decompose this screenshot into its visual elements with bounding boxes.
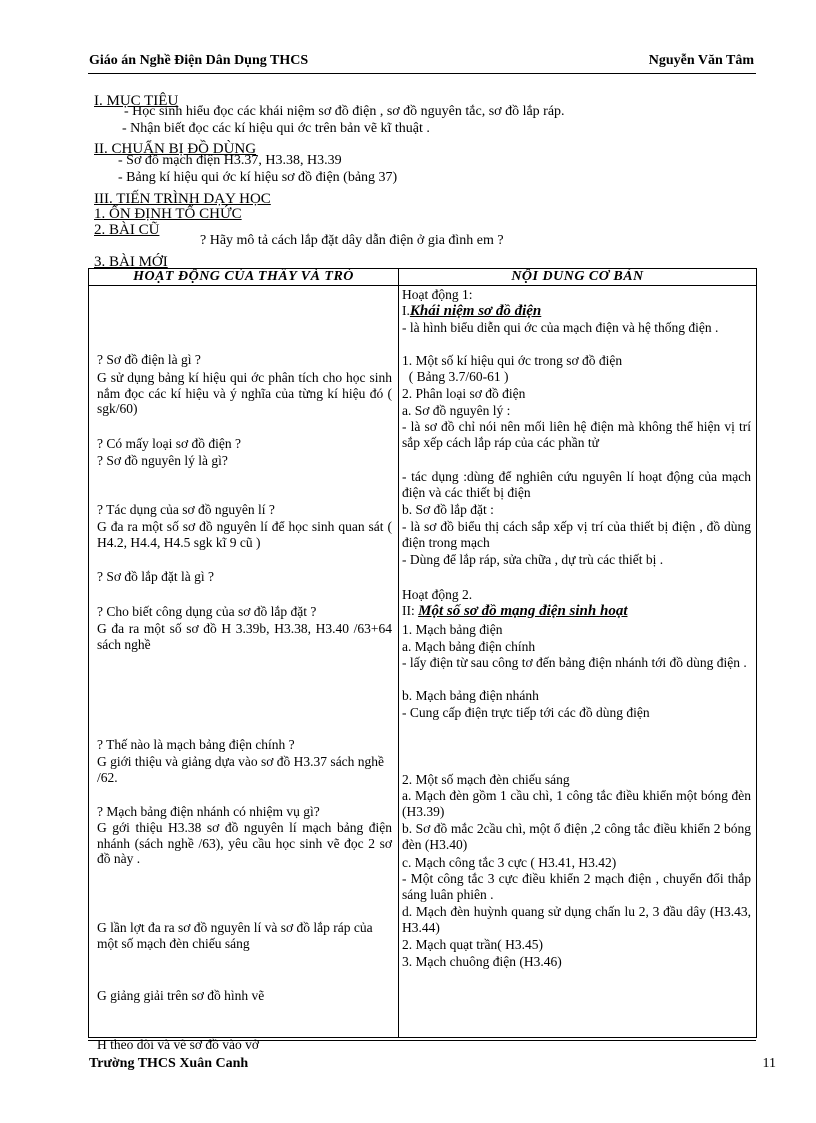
section-heading-2 bbox=[402, 603, 751, 620]
activity-text: G gới thiệu H3.38 sơ đồ nguyên lí mạch bảng điện nhánh (sách nghề /63), yêu cầu học sinh vẽ đọc 2 sơ đồ này . bbox=[97, 820, 392, 867]
header-rule bbox=[88, 73, 756, 74]
roman-two: II: bbox=[402, 603, 415, 618]
activity-text: ? Thế nào là mạch bảng điện chính ? bbox=[97, 737, 295, 752]
concept-title: Một số sơ đồ mạng điện sinh hoạt bbox=[418, 603, 628, 619]
content-text: 1. Mạch bảng điện bbox=[402, 622, 503, 637]
content-text: 3. Mạch chuông điện (H3.46) bbox=[402, 954, 562, 969]
content-text: b. Sơ đồ lắp đặt : bbox=[402, 502, 494, 517]
content-text: - tác dụng :dùng để nghiên cứu nguyên lí hoạt động của mạch điện và các thiết bị điện bbox=[402, 469, 751, 500]
content-text: - lấy điện từ sau công tơ đến bảng điện nhánh tới đồ dùng điện . bbox=[402, 655, 747, 670]
content-text: 2. Phân loại sơ đồ điện bbox=[402, 386, 526, 401]
content-text: a. Mạch đèn gồm 1 cầu chì, 1 công tắc điều khiển một bóng đèn (H3.39) bbox=[402, 788, 751, 819]
activity-text: G sử dụng bảng kí hiệu qui ớc phân tích cho học sinh nắm đọc các kí hiệu và ý nghĩa của từng kí hiệu đó ( sgk/60) bbox=[97, 370, 392, 417]
content-text: - là hình biểu diễn qui ớc của mạch điện và hệ thống điện . bbox=[402, 320, 719, 335]
footer-school: Trường THCS Xuân Canh bbox=[89, 1056, 249, 1071]
section-on-dinh: 1. ỔN ĐỊNH TỔ CHỨC bbox=[94, 206, 242, 222]
content-text: b. Sơ đồ mắc 2cầu chì, một ổ điện ,2 công tắc điều khiển 2 bóng đèn (H3.40) bbox=[402, 821, 751, 852]
content-text: 1. Một số kí hiệu qui ớc trong sơ đồ điện bbox=[402, 353, 623, 368]
section-tien-trinh: III. TIẾN TRÌNH DẠY HỌC bbox=[94, 191, 271, 207]
header-title: Giáo án Nghề Điện Dân Dụng THCS bbox=[89, 53, 309, 68]
content-cell bbox=[399, 286, 757, 1038]
activity-text: ? Mạch bảng điện nhánh có nhiệm vụ gì? bbox=[97, 804, 320, 819]
activity-heading: Hoạt động 1: bbox=[402, 287, 473, 302]
activity-text: G đa ra một số sơ đồ H 3.39b, H3.38, H3.40 /63+64 sách nghề bbox=[97, 621, 392, 652]
roman-one: I. bbox=[402, 303, 410, 318]
content-text: a. Sơ đồ nguyên lý : bbox=[402, 403, 511, 418]
activity-text: ? Sơ đồ lắp đặt là gì ? bbox=[97, 569, 214, 584]
section-muc-tieu: I. MỤC TIÊU bbox=[94, 93, 179, 109]
content-text: b. Mạch bảng điện nhánh bbox=[402, 688, 539, 703]
content-text: - Cung cấp điện trực tiếp tới các đồ dùng điện bbox=[402, 705, 650, 720]
page-number: 11 bbox=[762, 1056, 776, 1071]
activity-text: G giảng giải trên sơ đồ hình vẽ bbox=[97, 988, 265, 1003]
activity-text: ? Tác dụng của sơ đồ nguyên lí ? bbox=[97, 502, 275, 517]
section-bai-moi: 3. BÀI MỚI bbox=[94, 254, 168, 270]
activity-text: ? Có mấy loại sơ đồ điện ? bbox=[97, 436, 241, 451]
chuan-bi-item: - Bảng kí hiệu qui ớc kí hiệu sơ đồ điện (bảng 37) bbox=[118, 170, 398, 185]
content-text: - Một công tắc 3 cực điều khiển 2 mạch điện , chuyển đổi thắp sáng luân phiên . bbox=[402, 871, 751, 902]
bai-cu-question: ? Hãy mô tả cách lắp đặt dây dẫn điện ở gia đình em ? bbox=[200, 233, 504, 248]
header-author: Nguyễn Văn Tâm bbox=[648, 53, 754, 68]
chuan-bi-item: - Sơ đồ mạch điện H3.37, H3.38, H3.39 bbox=[118, 153, 342, 168]
concept-title: Khái niệm sơ đồ điện bbox=[409, 303, 542, 319]
column-header-activities: HOẠT ĐỘNG CỦA THẦY VÀ TRÒ bbox=[89, 269, 399, 286]
activity-text: ? Sơ đồ nguyên lý là gì? bbox=[97, 453, 228, 468]
muc-tieu-item: - Học sinh hiểu đọc các khái niệm sơ đồ điện , sơ đồ nguyên tắc, sơ đồ lắp ráp. bbox=[124, 104, 565, 119]
activity-text: ? Cho biết công dụng của sơ đồ lắp đặt ? bbox=[97, 604, 317, 619]
activities-cell bbox=[89, 286, 399, 1052]
content-text: c. Mạch công tắc 3 cực ( H3.41, H3.42) bbox=[402, 855, 617, 870]
content-text: - là sơ đồ biểu thị cách sắp xếp vị trí của thiết bị điện , đồ dùng điện trong mạch bbox=[402, 519, 751, 550]
activity-heading: Hoạt động 2. bbox=[402, 587, 473, 602]
content-text: - Dùng để lắp ráp, sửa chữa , dự trù các thiết bị . bbox=[402, 552, 664, 567]
content-text: d. Mạch đèn huỳnh quang sử dụng chấn lu 2, 3 đầu dây (H3.43, H3.44) bbox=[402, 904, 751, 935]
footer-rule bbox=[88, 1040, 756, 1041]
activity-text: H theo dõi và vẽ sơ đồ vào vở bbox=[97, 1037, 259, 1052]
activity-text: G giới thiệu và giảng dựa vào sơ đồ H3.37 sách nghề /62. bbox=[97, 754, 385, 785]
muc-tieu-item: - Nhận biết đọc các kí hiệu qui ớc trên bản vẽ kĩ thuật . bbox=[122, 121, 430, 136]
activity-text: ? Sơ đồ điện là gì ? bbox=[97, 352, 201, 367]
activity-text: G đa ra một số sơ đồ nguyên lí để học sinh quan sát ( H4.2, H4.4, H4.5 sgk kĩ 9 cũ ) bbox=[97, 519, 392, 550]
content-text: ( Bảng 3.7/60-61 ) bbox=[402, 369, 509, 384]
section-bai-cu: 2. BÀI CŨ bbox=[94, 222, 160, 238]
section-chuan-bi: II. CHUẨN BỊ ĐỒ DÙNG bbox=[94, 141, 257, 157]
content-text: 2. Mạch quạt trần( H3.45) bbox=[402, 937, 543, 952]
lesson-table bbox=[88, 268, 757, 1052]
section-heading-1 bbox=[402, 303, 751, 320]
content-text: a. Mạch bảng điện chính bbox=[402, 639, 536, 654]
activity-text: G lần lợt đa ra sơ đồ nguyên lí và sơ đồ lắp ráp của một số mạch đèn chiếu sáng bbox=[97, 920, 373, 951]
content-text: - là sơ đồ chỉ nói nên mối liên hệ điện mà không thể hiện vị trí sắp xếp cách lắp ráp của các phần tử bbox=[402, 419, 751, 450]
column-header-content: NỘI DUNG CƠ BẢN bbox=[399, 269, 757, 286]
content-text: 2. Một số mạch đèn chiếu sáng bbox=[402, 772, 570, 787]
